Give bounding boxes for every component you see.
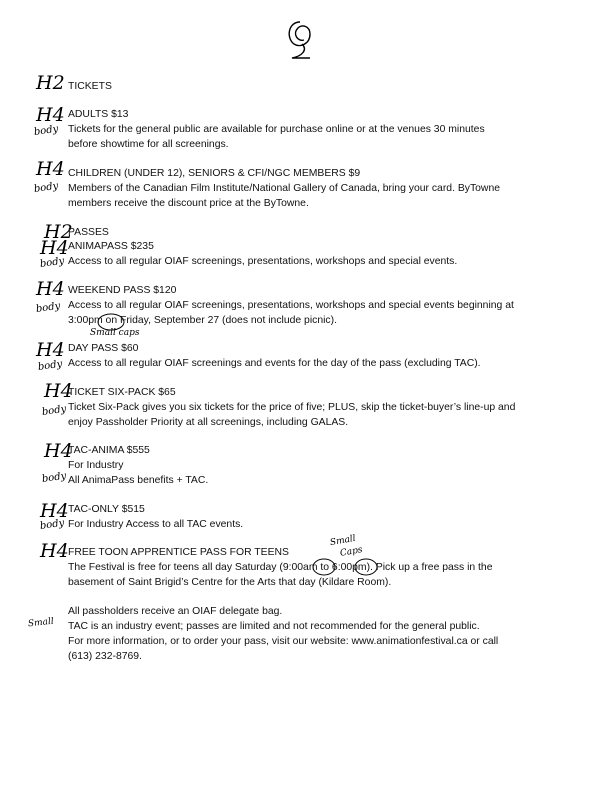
- annotation-small-caps: Small caps: [90, 328, 140, 338]
- children-desc: members receive the discount price at the ByTowne.: [68, 198, 309, 209]
- children-title: CHILDREN (UNDER 12), SENIORS & CFI/NGC MEMBERS $9: [68, 168, 361, 179]
- teens-desc: The Festival is free for teens all day Saturday (9:00am to 6:00pm). Pick up a free pass in the: [68, 562, 493, 573]
- day-desc: Access to all regular OIAF screenings and events for the day of the pass (excluding TAC).: [68, 358, 481, 369]
- tickets-heading: TICKETS: [68, 81, 112, 92]
- annotation-body: body: [41, 403, 68, 418]
- tac-only-desc: For Industry Access to all TAC events.: [68, 519, 244, 530]
- tac-anima-desc: For Industry: [68, 460, 124, 471]
- passes-heading: PASSES: [68, 227, 109, 238]
- animapass-desc: Access to all regular OIAF screenings, presentations, workshops and special events.: [68, 256, 458, 267]
- animapass-title: ANIMAPASS $235: [68, 241, 154, 252]
- weekend-title: WEEKEND PASS $120: [68, 285, 177, 296]
- annotation-h4: H4: [44, 440, 73, 462]
- weekend-desc: Access to all regular OIAF screenings, presentations, workshops and special events beginning at: [68, 300, 514, 311]
- sixpack-desc: enjoy Passholder Priority at all screenings, including GALAS.: [68, 417, 349, 428]
- adults-desc: Tickets for the general public are available for purchase online or at the venues 30 minutes: [68, 124, 485, 135]
- annotation-h4: H4: [36, 278, 65, 300]
- annotation-small: Small: [27, 616, 55, 630]
- tac-anima-desc: All AnimaPass benefits + TAC.: [68, 475, 209, 486]
- annotation-h4: H4: [40, 500, 69, 522]
- annotation-h4: H4: [44, 380, 73, 402]
- sixpack-title: TICKET SIX-PACK $65: [68, 387, 176, 398]
- adults-desc: before showtime for all screenings.: [68, 139, 229, 150]
- annotation-body: body: [39, 255, 66, 270]
- annotation-body: body: [33, 123, 60, 138]
- adults-title: ADULTS $13: [68, 109, 129, 120]
- annotation-h4: H4: [40, 237, 69, 259]
- doodle-mark: [280, 18, 320, 62]
- day-title: DAY PASS $60: [68, 343, 139, 354]
- tac-anima-title: TAC-ANIMA $555: [68, 445, 150, 456]
- teens-title: FREE TOON APPRENTICE PASS FOR TEENS: [68, 547, 289, 558]
- footer-line: (613) 232-8769.: [68, 651, 142, 662]
- annotation-body: body: [35, 300, 62, 315]
- footer-line: TAC is an industry event; passes are limited and not recommended for the general public.: [68, 621, 480, 632]
- annotation-body: body: [37, 358, 64, 373]
- sixpack-desc: Ticket Six-Pack gives you six tickets for the price of five; PLUS, skip the ticket-buyer’s line-up and: [68, 402, 516, 413]
- footer-line: All passholders receive an OIAF delegate bag.: [68, 606, 283, 617]
- annotation-body: body: [39, 517, 66, 532]
- annotation-h4: H4: [36, 158, 65, 180]
- annotation-caps: Caps: [339, 545, 364, 559]
- annotation-body: body: [33, 180, 60, 195]
- weekend-desc: 3:00pm on Friday, September 27 (does not include picnic).: [68, 315, 337, 326]
- annotation-h2: H2: [36, 72, 65, 94]
- children-desc: Members of the Canadian Film Institute/National Gallery of Canada, bring your card. ByTowne: [68, 183, 500, 194]
- annotation-small: Small: [329, 533, 357, 549]
- annotation-h4: H4: [36, 104, 65, 126]
- footer-line: For more information, or to order your pass, visit our website: www.animationfestival.ca or call: [68, 636, 499, 647]
- annotation-body: body: [41, 470, 68, 485]
- annotation-h4: H4: [36, 339, 65, 361]
- annotation-h2: H2: [44, 221, 73, 243]
- teens-desc: basement of Saint Brigid’s Centre for the Arts that day (Kildare Room).: [68, 577, 392, 588]
- annotation-h4: H4: [40, 540, 69, 562]
- tac-only-title: TAC-ONLY $515: [68, 504, 145, 515]
